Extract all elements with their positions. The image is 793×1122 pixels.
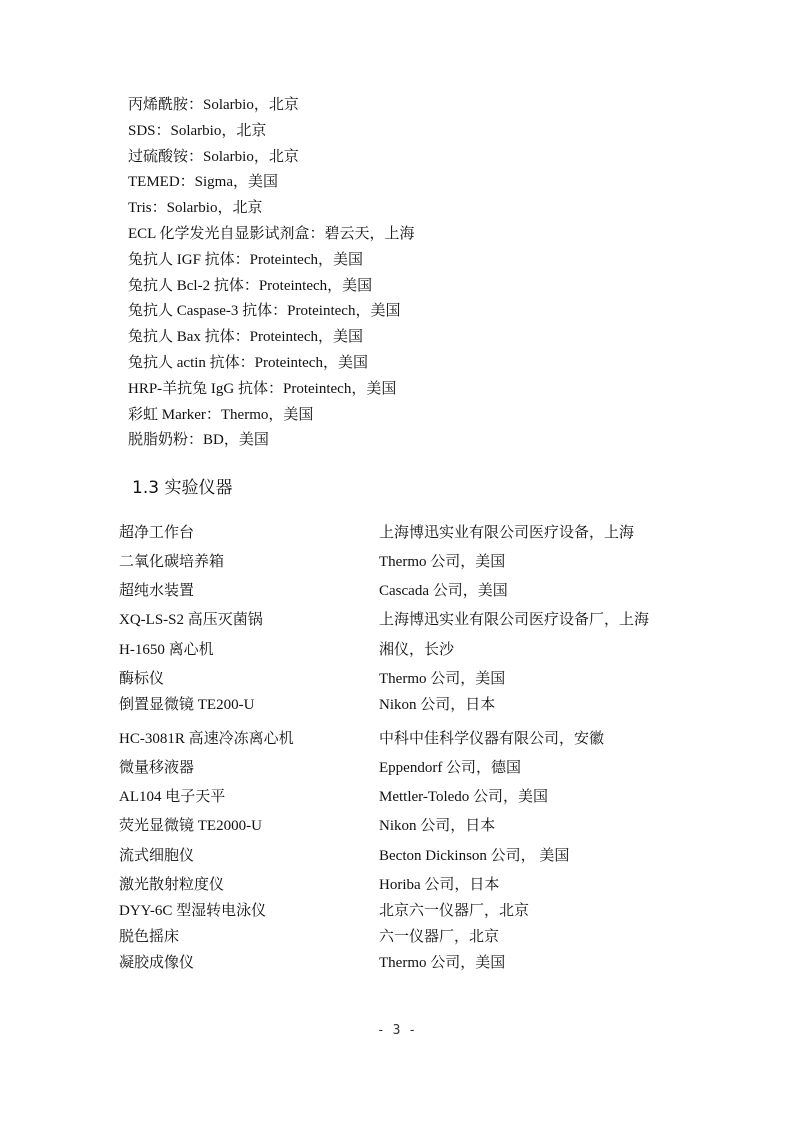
reagent-item: 彩虹 Marker：Thermo，美国 [128,406,314,423]
reagent-item: 脱脂奶粉：BD，美国 [128,432,269,449]
instrument-maker: Eppendorf 公司，德国 [379,760,522,776]
reagent-item: HRP-羊抗兔 IgG 抗体：Proteintech，美国 [128,380,397,397]
instrument-maker: Becton Dickinson 公司， 美国 [379,848,570,864]
instrument-name: 流式细胞仪 [119,848,195,864]
instrument-maker: 中科中佳科学仪器有限公司，安徽 [379,731,605,747]
instrument-maker: Cascada 公司，美国 [379,583,508,599]
reagent-item: 兔抗人 actin 抗体：Proteintech，美国 [128,354,368,371]
reagent-item: TEMED：Sigma，美国 [128,174,278,191]
reagent-item: Tris：Solarbio，北京 [128,200,263,217]
instrument-maker: Mettler-Toledo 公司，美国 [379,789,549,805]
instrument-maker: 上海博迅实业有限公司医疗设备，上海 [379,525,635,541]
instrument-name: H-1650 离心机 [119,642,214,658]
instrument-maker: Horiba 公司，日本 [379,877,500,893]
instrument-name: 酶标仪 [119,671,165,687]
reagent-item: 兔抗人 IGF 抗体：Proteintech，美国 [128,251,363,268]
instrument-name: 微量移液器 [119,760,195,776]
reagent-item: 过硫酸铵：Solarbio，北京 [128,148,299,165]
instrument-name: 倒置显微镜 TE200-U [119,697,255,713]
reagent-item: 兔抗人 Bcl-2 抗体：Proteintech，美国 [128,277,373,294]
reagent-item: 丙烯酰胺：Solarbio，北京 [128,97,299,113]
instrument-name: 超纯水装置 [119,583,195,599]
instrument-maker: Thermo 公司，美国 [379,955,506,971]
instrument-name: AL104 电子天平 [119,789,226,805]
instrument-maker: 上海博迅实业有限公司医疗设备厂，上海 [379,612,650,628]
reagent-item: SDS：Solarbio，北京 [128,122,267,139]
instrument-maker: 湘仪，长沙 [379,642,455,658]
instrument-maker: Nikon 公司，日本 [379,697,496,713]
instrument-name: 脱色摇床 [119,929,180,945]
instrument-name: 凝胶成像仪 [119,955,195,971]
reagent-item: 兔抗人 Bax 抗体：Proteintech，美国 [128,329,363,346]
instrument-maker: 六一仪器厂，北京 [379,929,500,945]
instrument-name: 二氧化碳培养箱 [119,554,225,570]
reagent-item: ECL 化学发光自显影试剂盒：碧云天，上海 [128,225,415,242]
instrument-maker: 北京六一仪器厂，北京 [379,903,530,919]
instrument-maker: Thermo 公司，美国 [379,671,506,687]
instrument-name: XQ-LS-S2 高压灭菌锅 [119,612,263,628]
section-heading: 1.3 实验仪器 [132,478,233,498]
instrument-name: HC-3081R 高速冷冻离心机 [119,731,294,747]
instrument-name: 荧光显微镜 TE2000-U [119,818,262,834]
instrument-maker: Nikon 公司，日本 [379,818,496,834]
instrument-name: DYY-6C 型湿转电泳仪 [119,903,267,919]
page-number: - 3 - [376,1023,417,1038]
instrument-name: 超净工作台 [119,525,195,541]
instrument-maker: Thermo 公司，美国 [379,554,506,570]
reagent-item: 兔抗人 Caspase-3 抗体：Proteintech，美国 [128,303,401,320]
instrument-name: 激光散射粒度仪 [119,877,225,893]
